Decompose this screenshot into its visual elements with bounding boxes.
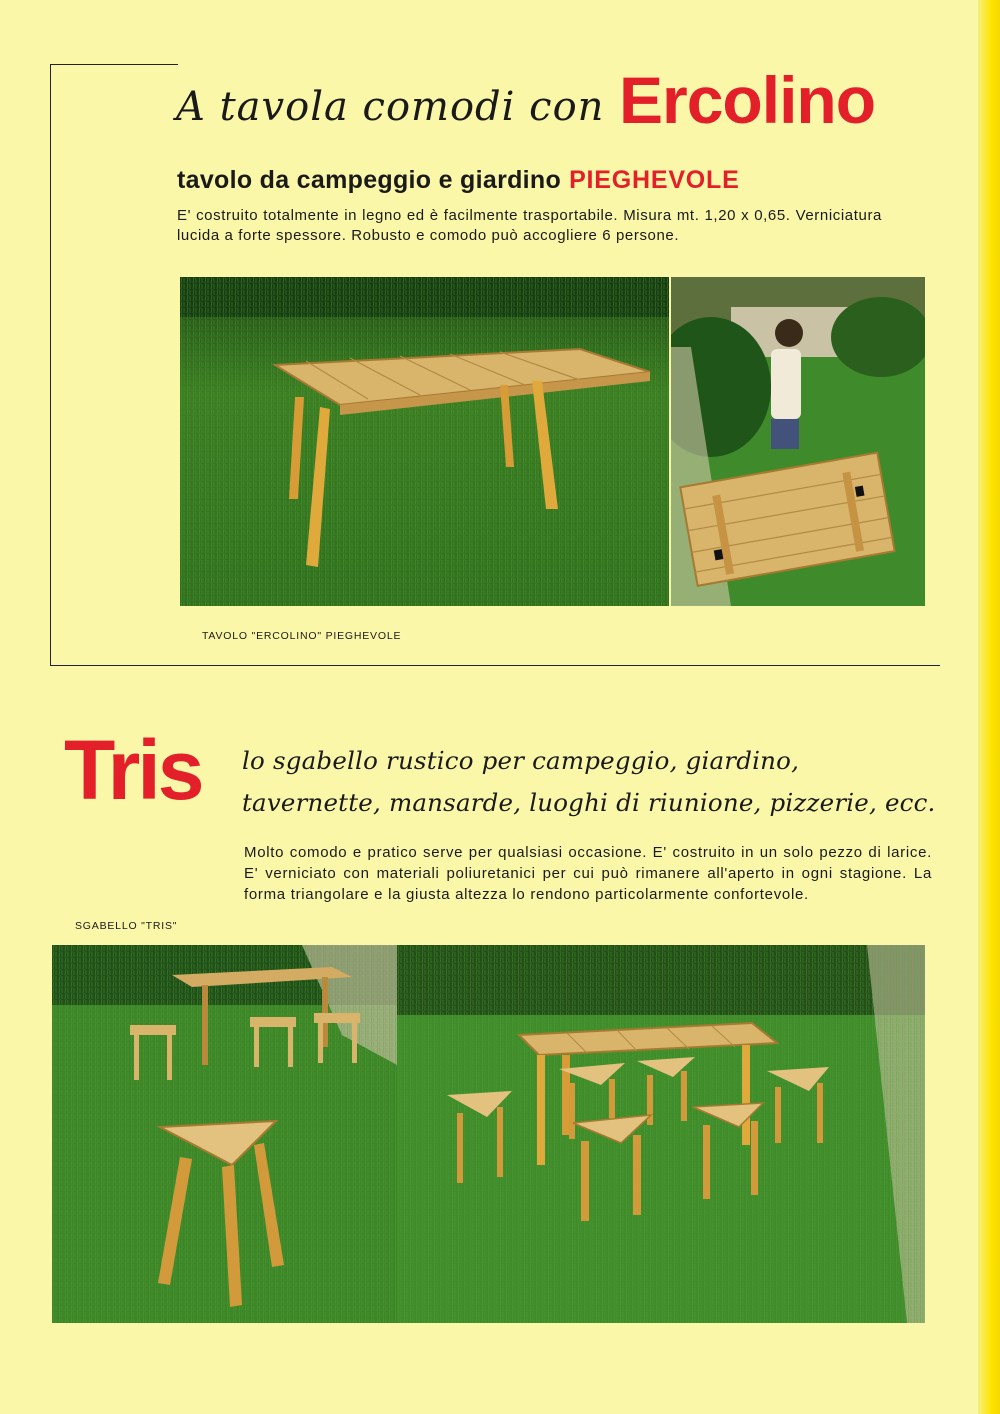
photo-carrying-folded-table [671, 277, 925, 606]
frame-rule-top [50, 64, 178, 65]
frame-rule-left [50, 64, 51, 665]
ercolino-brand: Ercolino [619, 63, 876, 137]
subtitle-accent: PIEGHEVOLE [569, 166, 740, 194]
ercolino-subtitle [177, 166, 740, 195]
tris-caption: SGABELLO "TRIS" [75, 920, 178, 932]
headline-script: A tavola comodi con [176, 84, 605, 130]
tris-brand: Tris [64, 723, 202, 817]
ercolino-description: E' costruito totalmente in legno ed è facilmente trasportabile. Misura mt. 1,20 x 0,65. Verniciatura lucida a forte spessore. Robusto e comodo può accogliere 6 persone. [177, 207, 882, 244]
ercolino-caption: TAVOLO "ERCOLINO" PIEGHEVOLE [202, 630, 402, 642]
tris-tagline: lo sgabello rustico per campeggio, giardino, tavernette, mansarde, luoghi di riunione, pizzerie, ecc. [242, 746, 936, 817]
page-edge [978, 0, 1000, 1414]
ercolino-headline [170, 58, 940, 148]
photo-table-on-lawn [180, 277, 669, 606]
frame-rule-bottom [50, 665, 940, 666]
tris-description: Molto comodo e pratico serve per qualsiasi occasione. E' costruito in un solo pezzo di larice. E' verniciato con materiali poliuretanici per cui può rimanere all'aperto in ogni stagione. La forma triangolare e la giusta altezza lo rendono particolarmente confortevole. [244, 844, 932, 903]
photo-table-with-stools [397, 945, 925, 1323]
photo-stools-garden [52, 945, 397, 1323]
subtitle-text: tavolo da campeggio e giardino [177, 166, 562, 194]
